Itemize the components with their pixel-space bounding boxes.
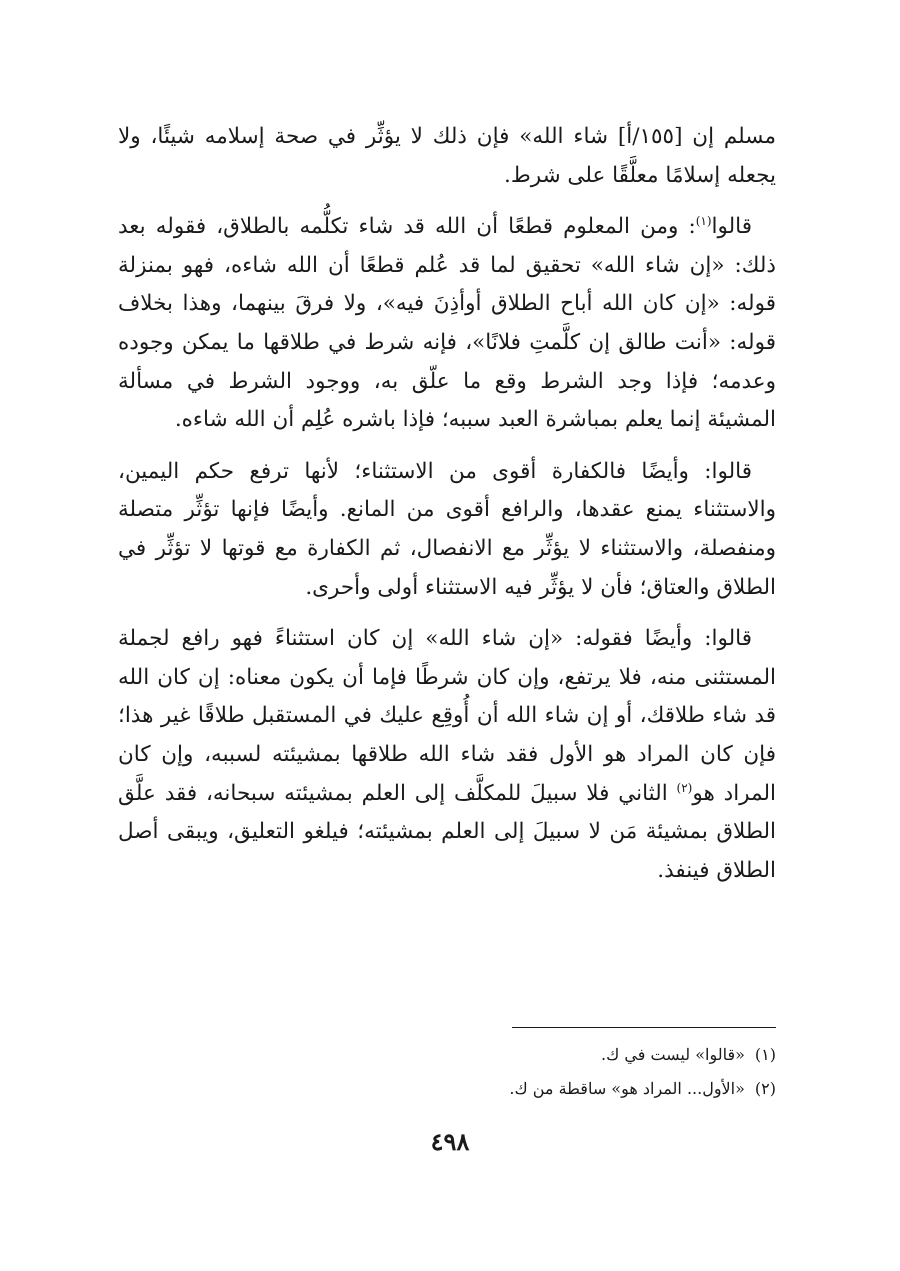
footnote-2-number: (٢) xyxy=(754,1079,776,1098)
footnote-2 xyxy=(118,1072,776,1106)
footnotes xyxy=(118,1038,776,1106)
page-number: ٤٩٨ xyxy=(430,1127,470,1156)
footnote-1-number: (١) xyxy=(754,1045,776,1064)
paragraph-2-text: : ومن المعلوم قطعًا أن الله قد شاء تكلُّمه بالطلاق، فقوله بعد ذلك: «إن شاء الله» تحقيق لما قد عُلم قطعًا أن الله شاءه، فهو بمنزلة قوله: «إن كان الله أباح الطلاق أوأذِنَ فيه»، ولا فرقَ بينهما، وهذا بخلاف قوله: «أنت طالق إن كلَّمتِ فلانًا»، فإنه شرط في طلاقها ما يمكن وجوده وعدمه؛ فإذا وجد الشرط وقع ما علّق به، ووجود الشرط في مسألة المشيئة إنما يعلم بمباشرة العبد سببه؛ فإذا باشره عُلِم أن الله شاءه. xyxy=(118,214,776,433)
paragraph-2 xyxy=(118,208,776,440)
paragraph-4-text-after: الثاني فلا سبيلَ للمكلَّف إلى العلم بمشيئته سبحانه، فقد علَّق الطلاق بمشيئة مَن لا سبيلَ إلى العلم بمشيئته؛ فيلغو التعليق، ويبقى أصل الطلاق فينفذ. xyxy=(118,780,776,883)
paragraph-2-lead: قالوا xyxy=(711,214,752,240)
paragraph-1-text: مسلم إن [١٥٥/أ] شاء الله» فإن ذلك لا يؤثِّر في صحة إسلامه شيئًا، ولا يجعله إسلامًا معلَّقًا على شرط. xyxy=(118,124,776,188)
paragraph-4 xyxy=(118,620,776,890)
footnote-2-text: «الأول... المراد هو» ساقطة من ك. xyxy=(509,1079,745,1098)
paragraph-4-text-before: قالوا: وأيضًا فقوله: «إن شاء الله» إن كان استثناءً فهو رافع لجملة المستثنى منه، فلا يرتفع، وإن كان شرطًا فإما أن يكون معناه: إن كان الله قد شاء طلاقك، أو إن شاء الله أن أُوقِع عليك في المستقبل طلاقًا غير هذا؛ فإن كان المراد هو الأول فقد شاء الله طلاقها بمشيئته لسببه، وإن كان المراد هو xyxy=(118,626,777,806)
footnote-ref-2[interactable]: (٢) xyxy=(676,780,693,795)
paragraph-3 xyxy=(118,453,776,607)
main-text xyxy=(118,118,776,890)
footnote-ref-1[interactable]: (١) xyxy=(695,214,712,229)
footnote-1 xyxy=(118,1038,776,1072)
footnote-1-text: «قالوا» ليست في ك. xyxy=(601,1045,745,1064)
footnote-divider xyxy=(512,1027,776,1028)
paragraph-3-text: قالوا: وأيضًا فالكفارة أقوى من الاستثناء؛ لأنها ترفع حكم اليمين، والاستثناء يمنع عقدها، والرافع أقوى من المانع. وأيضًا فإنها تؤثِّر متصلة ومنفصلة، والاستثناء لا يؤثِّر مع الانفصال، ثم الكفارة مع قوتها لا تؤثِّر في الطلاق والعتاق؛ فأن لا يؤثِّر فيه الاستثناء أولى وأحرى. xyxy=(118,458,776,600)
paragraph-1 xyxy=(118,118,776,195)
